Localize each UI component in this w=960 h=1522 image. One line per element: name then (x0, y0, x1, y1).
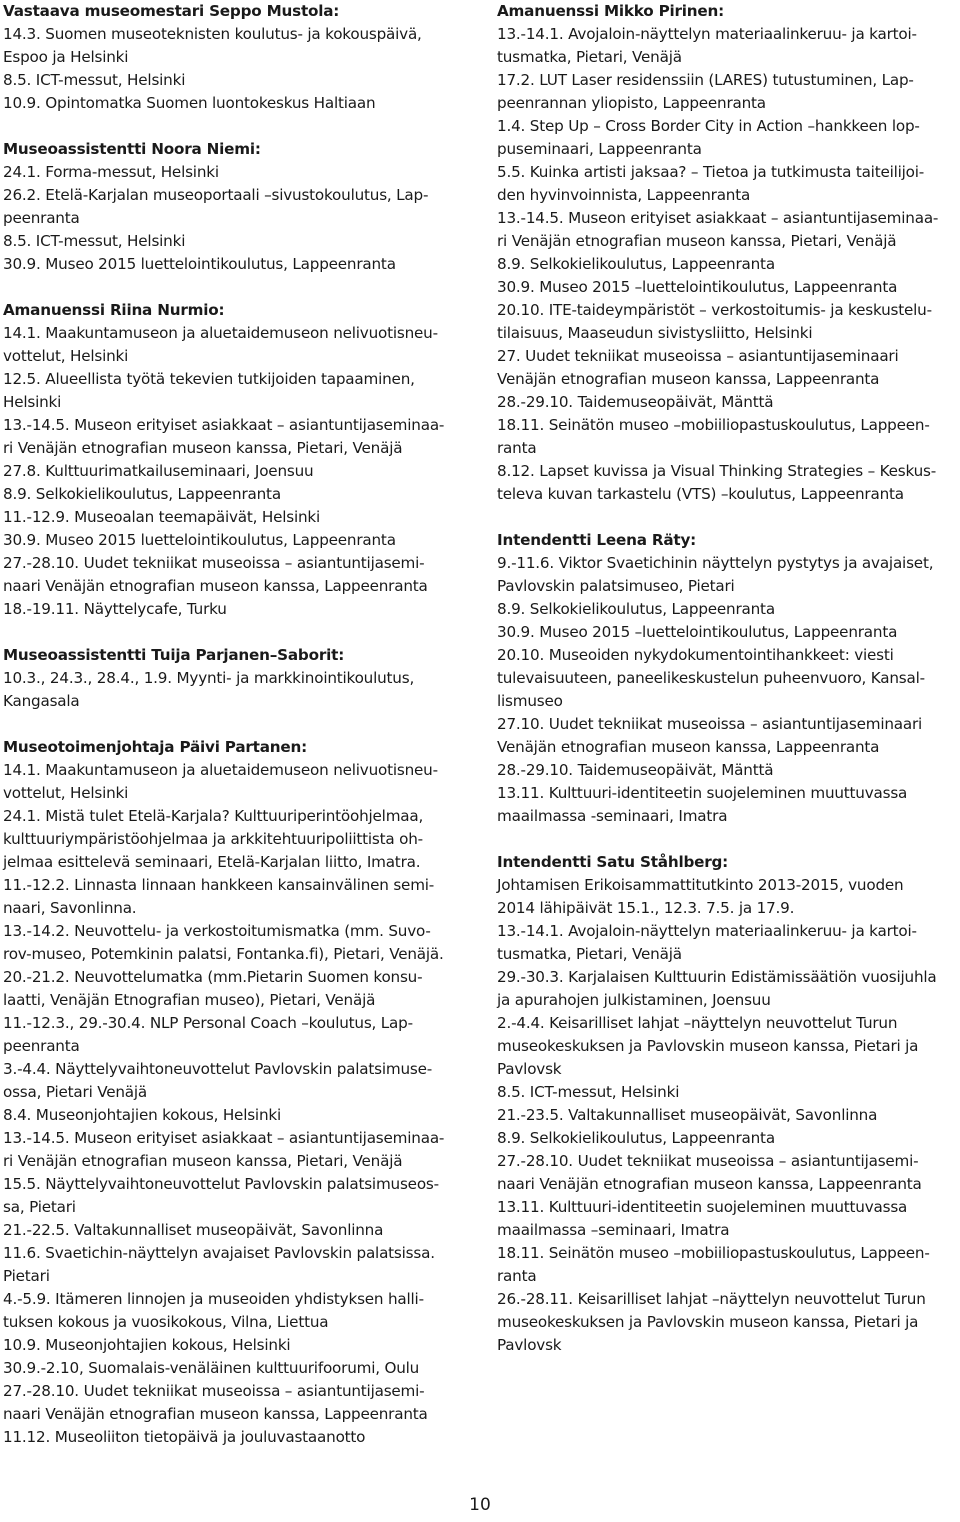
event-line: Pietari (3, 1267, 50, 1285)
event-line: 13.11. Kulttuuri-identiteetin suojeleminen muuttuvassa (497, 1198, 908, 1216)
section-heading: Museoassistentti Tuija Parjanen–Saborit: (3, 646, 345, 664)
event-line: 2014 lähipäivät 15.1., 12.3. 7.5. ja 17.9. (497, 899, 795, 917)
event-line: 27.-28.10. Uudet tekniikat museoissa – asiantuntijasemi- (3, 554, 425, 572)
event-line: 13.-14.5. Museon erityiset asiakkaat – asiantuntijaseminaa- (3, 1129, 445, 1147)
event-line: 20.10. ITE-taideympäristöt – verkostoitumis- ja keskustelu- (497, 301, 932, 319)
event-line: rov-museo, Potemkinin palatsi, Fontanka.fi), Pietari, Venäjä. (3, 945, 444, 963)
left-column (3, 0, 471, 1472)
event-line: 12.5. Alueellista työtä tekevien tutkijoiden tapaaminen, (3, 370, 415, 388)
event-line: laatti, Venäjän Etnografian museo), Pietari, Venäjä (3, 991, 376, 1009)
event-line: maailmassa -seminaari, Imatra (497, 807, 728, 825)
event-line: tusmatka, Pietari, Venäjä (497, 48, 682, 66)
event-line: 11.6. Svaetichin-näyttelyn avajaiset Pavlovskin palatsissa. (3, 1244, 435, 1262)
event-line: tilaisuus, Maaseudun sivistysliitto, Helsinki (497, 324, 813, 342)
event-line: Pavlovsk (497, 1060, 562, 1078)
event-line: Pavlovskin palatsimuseo, Pietari (497, 577, 735, 595)
staff-section (3, 0, 471, 115)
event-line: vottelut, Helsinki (3, 784, 129, 802)
event-line: maailmassa –seminaari, Imatra (497, 1221, 730, 1239)
event-line: 27. Uudet tekniikat museoissa – asiantuntijaseminaari (497, 347, 899, 365)
event-line: 17.2. LUT Laser residenssiin (LARES) tutustuminen, Lap- (497, 71, 914, 89)
event-line: 10.9. Museonjohtajien kokous, Helsinki (3, 1336, 291, 1354)
event-line: Venäjän etnografian museon kanssa, Lappeenranta (497, 738, 880, 756)
section-heading: Amanuenssi Mikko Pirinen: (497, 2, 725, 20)
event-line: 30.9. Museo 2015 luettelointikoulutus, Lappeenranta (3, 255, 396, 273)
event-line: 1.4. Step Up – Cross Border City in Action –hankkeen lop- (497, 117, 920, 135)
section-heading: Vastaava museomestari Seppo Mustola: (3, 2, 340, 20)
event-line: 30.9. Museo 2015 luettelointikoulutus, Lappeenranta (3, 531, 396, 549)
event-line: Espoo ja Helsinki (3, 48, 129, 66)
section-heading: Amanuenssi Riina Nurmio: (3, 301, 225, 319)
event-line: tuksen kokous ja vuosikokous, Vilna, Liettua (3, 1313, 329, 1331)
event-line: 14.1. Maakuntamuseon ja aluetaidemuseon nelivuotisneu- (3, 324, 438, 342)
event-line: 8.5. ICT-messut, Helsinki (3, 232, 186, 250)
event-line: 3.-4.4. Näyttelyvaihtoneuvottelut Pavlovskin palatsimuse- (3, 1060, 433, 1078)
event-line: 13.-14.1. Avojaloin-näyttelyn materiaalinkeruu- ja kartoi- (497, 25, 917, 43)
event-line: museokeskuksen ja Pavlovskin museon kanssa, Pietari ja (497, 1037, 919, 1055)
event-line: Johtamisen Erikoisammattitutkinto 2013-2015, vuoden (497, 876, 904, 894)
event-line: 8.9. Selkokielikoulutus, Lappeenranta (497, 600, 775, 618)
event-line: 18.11. Seinätön museo –mobiiliopastuskoulutus, Lappeen- (497, 416, 930, 434)
event-line: 28.-29.10. Taidemuseopäivät, Mänttä (497, 761, 774, 779)
event-line: 8.5. ICT-messut, Helsinki (3, 71, 186, 89)
event-line: Kangasala (3, 692, 80, 710)
event-line: 14.1. Maakuntamuseon ja aluetaidemuseon nelivuotisneu- (3, 761, 438, 779)
event-line: naari Venäjän etnografian museon kanssa, Lappeenranta (3, 577, 428, 595)
event-line: 18.-19.11. Näyttelycafe, Turku (3, 600, 227, 618)
event-line: 18.11. Seinätön museo –mobiiliopastuskoulutus, Lappeen- (497, 1244, 930, 1262)
staff-section (3, 644, 471, 713)
event-line: kulttuuriympäristöohjelmaa ja arkkitehtuuripoliittista oh- (3, 830, 423, 848)
event-line: peenranta (3, 209, 80, 227)
event-line: 15.5. Näyttelyvaihtoneuvottelut Pavlovskin palatsimuseos- (3, 1175, 439, 1193)
event-line: 26.-28.11. Keisarilliset lahjat –näyttelyn neuvottelut Turun (497, 1290, 926, 1308)
event-line: 30.9.-2.10, Suomalais-venäläinen kulttuurifoorumi, Oulu (3, 1359, 420, 1377)
event-line: 10.9. Opintomatka Suomen luontokeskus Haltiaan (3, 94, 376, 112)
event-line: 13.11. Kulttuuri-identiteetin suojeleminen muuttuvassa (497, 784, 908, 802)
event-line: lismuseo (497, 692, 563, 710)
event-line: 10.3., 24.3., 28.4., 1.9. Myynti- ja markkinointikoulutus, (3, 669, 415, 687)
event-line: 8.5. ICT-messut, Helsinki (497, 1083, 680, 1101)
event-line: ranta (497, 439, 537, 457)
event-line: 11.12. Museoliiton tietopäivä ja jouluvastaanotto (3, 1428, 366, 1446)
section-heading: Museoassistentti Noora Niemi: (3, 140, 261, 158)
section-heading: Intendentti Leena Räty: (497, 531, 697, 549)
event-line: 29.-30.3. Karjalaisen Kulttuurin Edistämissäätiön vuosijuhla (497, 968, 937, 986)
event-line: 20.-21.2. Neuvottelumatka (mm.Pietarin Suomen konsu- (3, 968, 423, 986)
event-line: museokeskuksen ja Pavlovskin museon kanssa, Pietari ja (497, 1313, 919, 1331)
staff-section (497, 0, 957, 506)
event-line: 27.8. Kulttuurimatkailuseminaari, Joensuu (3, 462, 314, 480)
event-line: naari Venäjän etnografian museon kanssa, Lappeenranta (497, 1175, 922, 1193)
staff-section (3, 138, 471, 276)
event-line: 14.3. Suomen museoteknisten koulutus- ja kokouspäivä, (3, 25, 422, 43)
event-line: 13.-14.5. Museon erityiset asiakkaat – asiantuntijaseminaa- (497, 209, 939, 227)
event-line: 21.-23.5. Valtakunnalliset museopäivät, Savonlinna (497, 1106, 878, 1124)
event-line: naari, Savonlinna. (3, 899, 137, 917)
event-line: 5.5. Kuinka artisti jaksaa? – Tietoa ja tutkimusta taiteilijoi- (497, 163, 925, 181)
event-line: 24.1. Forma-messut, Helsinki (3, 163, 219, 181)
event-line: 30.9. Museo 2015 –luettelointikoulutus, Lappeenranta (497, 623, 898, 641)
event-line: 28.-29.10. Taidemuseopäivät, Mänttä (497, 393, 774, 411)
event-line: 13.-14.2. Neuvottelu- ja verkostoitumismatka (mm. Suvo- (3, 922, 431, 940)
event-line: tulevaisuuteen, paneelikeskustelun puheenvuoro, Kansal- (497, 669, 925, 687)
event-line: peenrannan yliopisto, Lappeenranta (497, 94, 766, 112)
event-line: puseminaari, Lappeenranta (497, 140, 702, 158)
event-line: 4.-5.9. Itämeren linnojen ja museoiden yhdistyksen halli- (3, 1290, 424, 1308)
section-heading: Museotoimenjohtaja Päivi Partanen: (3, 738, 307, 756)
event-line: ri Venäjän etnografian museon kanssa, Pietari, Venäjä (3, 439, 403, 457)
event-line: peenranta (3, 1037, 80, 1055)
staff-section (497, 851, 957, 1357)
event-line: ri Venäjän etnografian museon kanssa, Pietari, Venäjä (497, 232, 897, 250)
event-line: televa kuvan tarkastelu (VTS) –koulutus, Lappeenranta (497, 485, 904, 503)
event-line: 30.9. Museo 2015 –luettelointikoulutus, Lappeenranta (497, 278, 898, 296)
event-line: Helsinki (3, 393, 62, 411)
event-line: 8.9. Selkokielikoulutus, Lappeenranta (3, 485, 281, 503)
event-line: Pavlovsk (497, 1336, 562, 1354)
event-line: naari Venäjän etnografian museon kanssa, Lappeenranta (3, 1405, 428, 1423)
staff-section (497, 529, 957, 828)
event-line: 8.4. Museonjohtajien kokous, Helsinki (3, 1106, 281, 1124)
event-line: 11.-12.9. Museoalan teemapäivät, Helsinki (3, 508, 321, 526)
event-line: ranta (497, 1267, 537, 1285)
event-line: ja apurahojen julkistaminen, Joensuu (497, 991, 771, 1009)
event-line: 21.-22.5. Valtakunnalliset museopäivät, Savonlinna (3, 1221, 384, 1239)
event-line: 26.2. Etelä-Karjalan museoportaali –sivustokoulutus, Lap- (3, 186, 429, 204)
event-line: 27.10. Uudet tekniikat museoissa – asiantuntijaseminaari (497, 715, 923, 733)
page-number: 10 (469, 1495, 491, 1515)
event-line: 8.12. Lapset kuvissa ja Visual Thinking Strategies – Keskus- (497, 462, 937, 480)
event-line: den hyvinvoinnista, Lappeenranta (497, 186, 751, 204)
section-heading: Intendentti Satu Ståhlberg: (497, 853, 729, 871)
event-line: vottelut, Helsinki (3, 347, 129, 365)
event-line: 11.-12.3., 29.-30.4. NLP Personal Coach –koulutus, Lap- (3, 1014, 413, 1032)
event-line: 20.10. Museoiden nykydokumentointihankkeet: viesti (497, 646, 894, 664)
event-line: tusmatka, Pietari, Venäjä (497, 945, 682, 963)
event-line: 9.-11.6. Viktor Svaetichinin näyttelyn pystytys ja avajaiset, (497, 554, 934, 572)
event-line: 8.9. Selkokielikoulutus, Lappeenranta (497, 255, 775, 273)
event-line: Venäjän etnografian museon kanssa, Lappeenranta (497, 370, 880, 388)
staff-section (3, 736, 471, 1449)
right-column (497, 0, 957, 1380)
event-line: 13.-14.5. Museon erityiset asiakkaat – asiantuntijaseminaa- (3, 416, 445, 434)
event-line: 27.-28.10. Uudet tekniikat museoissa – asiantuntijasemi- (497, 1152, 919, 1170)
event-line: jelmaa esittelevä seminaari, Etelä-Karjalan liitto, Imatra. (3, 853, 421, 871)
event-line: 27.-28.10. Uudet tekniikat museoissa – asiantuntijasemi- (3, 1382, 425, 1400)
event-line: 11.-12.2. Linnasta linnaan hankkeen kansainvälinen semi- (3, 876, 435, 894)
event-line: ri Venäjän etnografian museon kanssa, Pietari, Venäjä (3, 1152, 403, 1170)
event-line: sa, Pietari (3, 1198, 76, 1216)
event-line: 13.-14.1. Avojaloin-näyttelyn materiaalinkeruu- ja kartoi- (497, 922, 917, 940)
event-line: 2.-4.4. Keisarilliset lahjat –näyttelyn neuvottelut Turun (497, 1014, 898, 1032)
event-line: ossa, Pietari Venäjä (3, 1083, 148, 1101)
event-line: 8.9. Selkokielikoulutus, Lappeenranta (497, 1129, 775, 1147)
event-line: 24.1. Mistä tulet Etelä-Karjala? Kulttuuriperintöohjelmaa, (3, 807, 424, 825)
staff-section (3, 299, 471, 621)
